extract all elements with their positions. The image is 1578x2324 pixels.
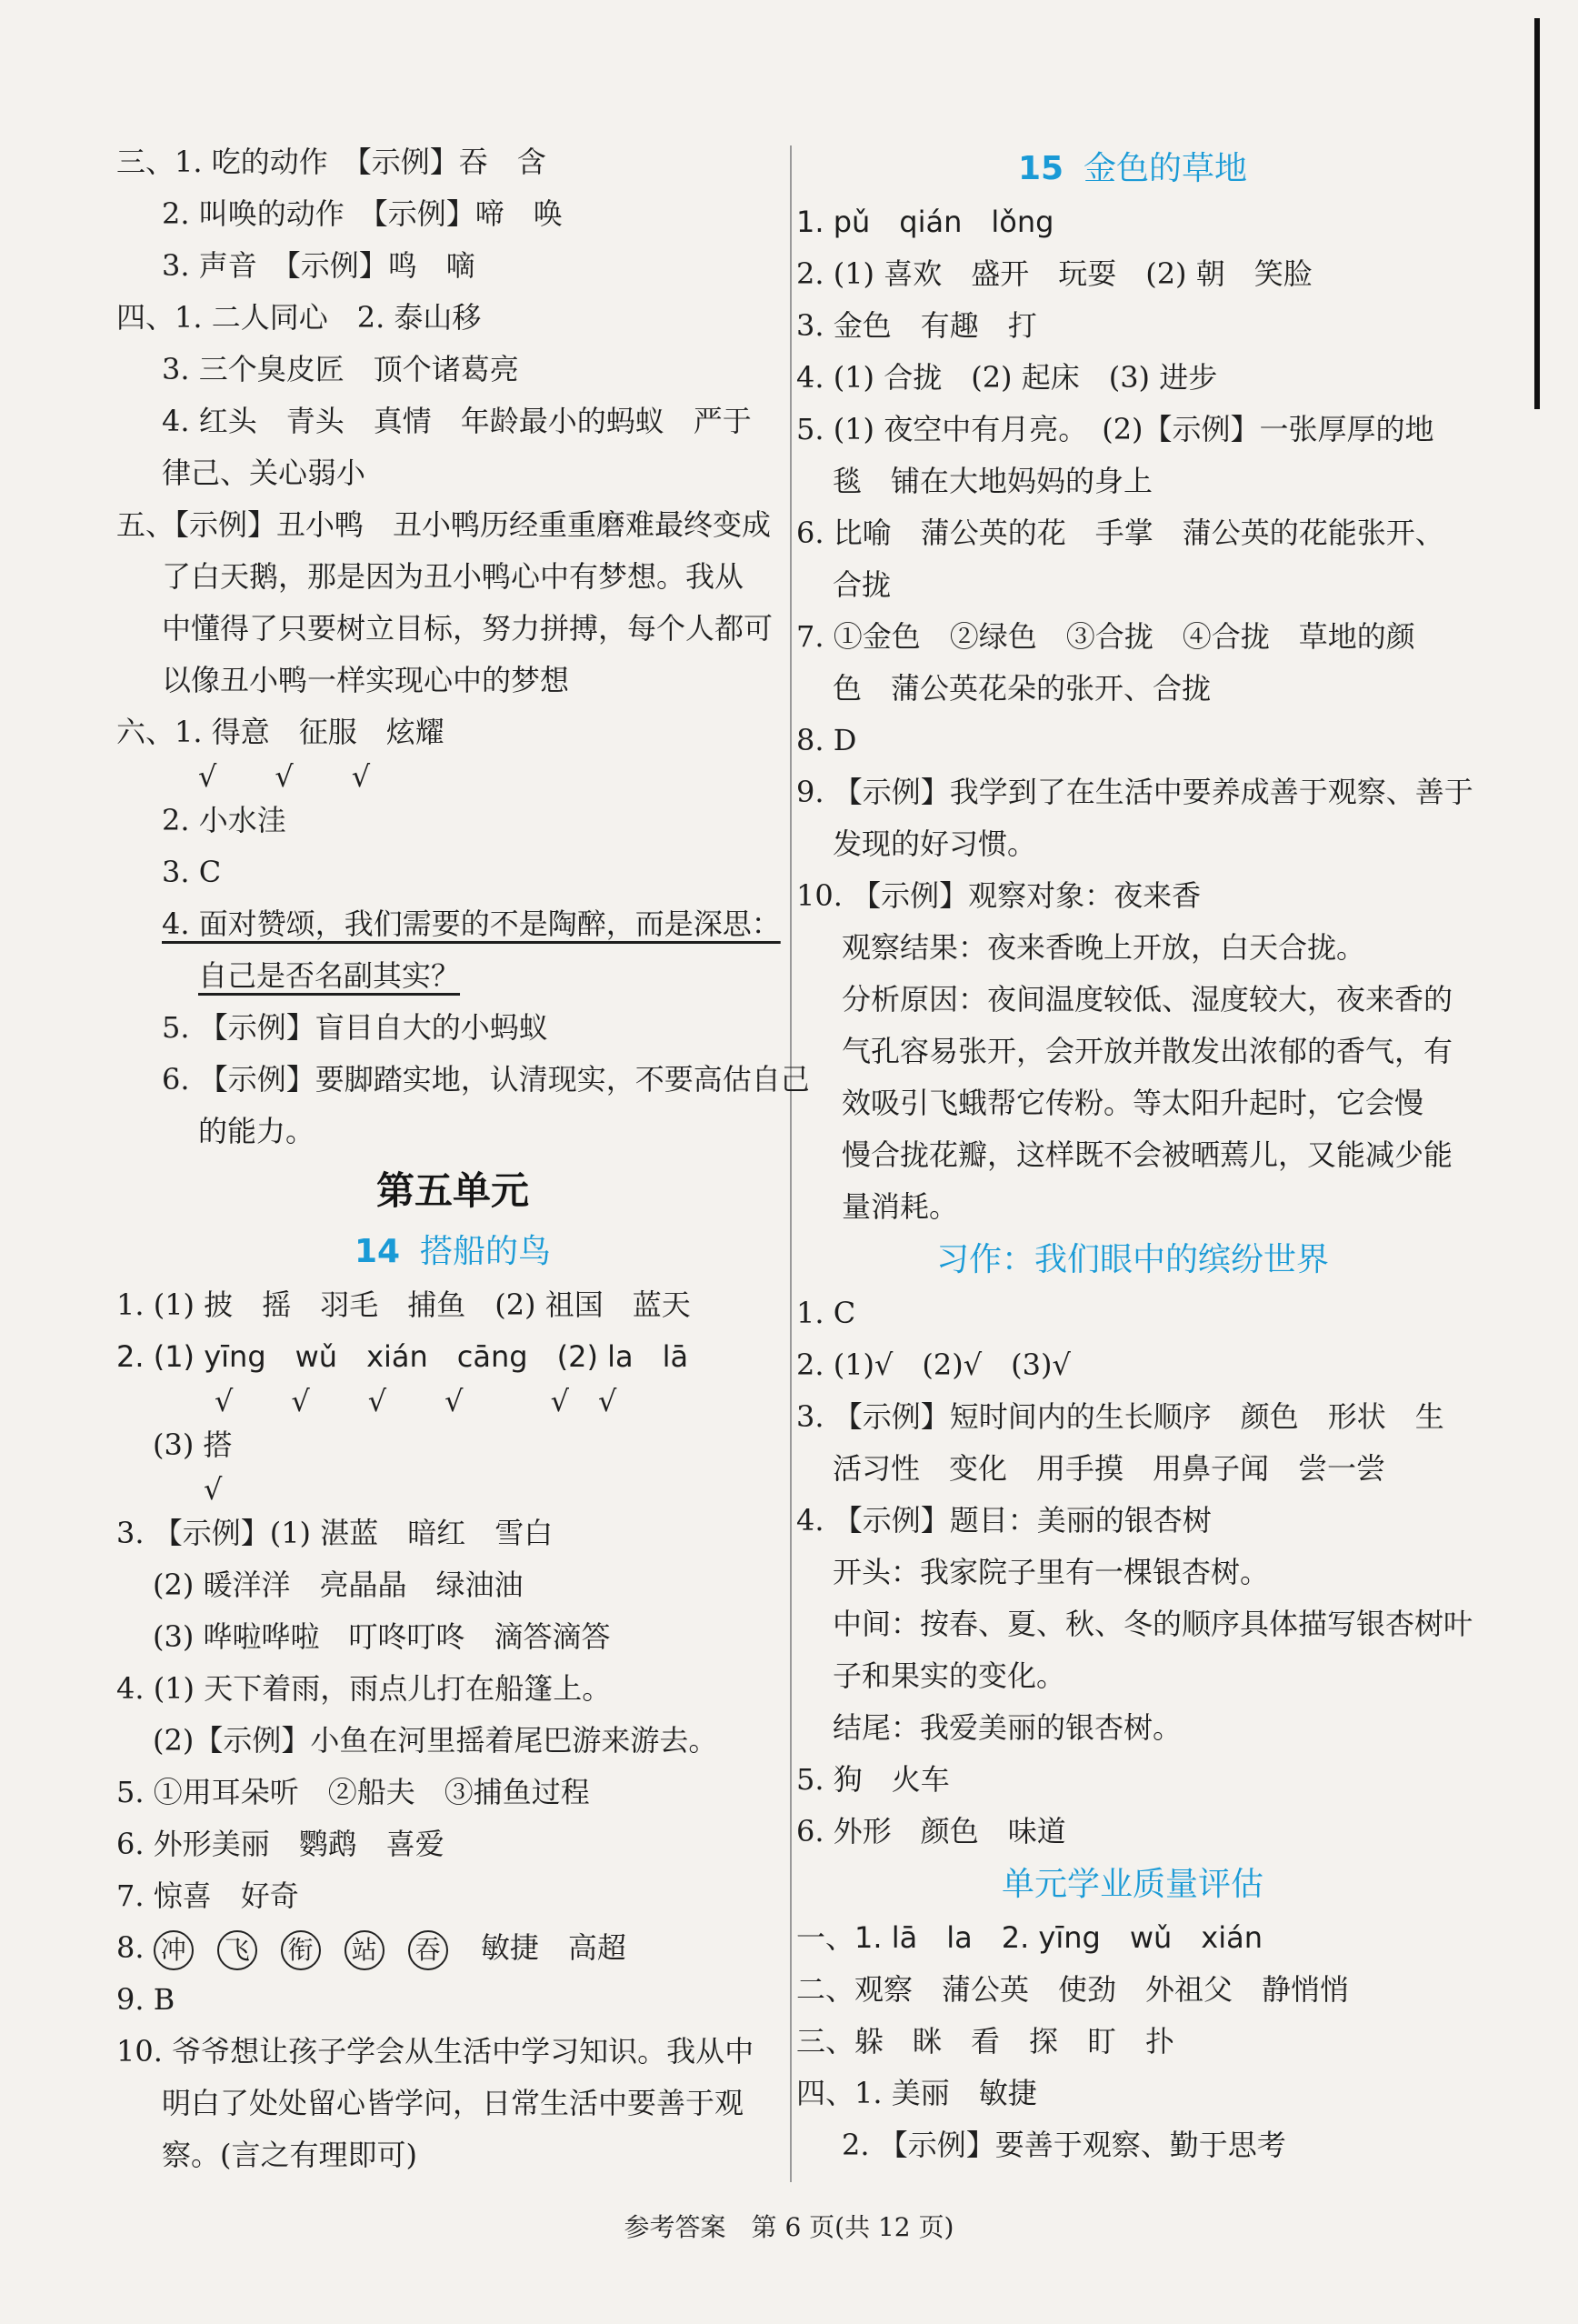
answer-line: 发现的好习惯。 <box>833 826 1037 861</box>
answer-line: 3. C <box>162 855 222 889</box>
answer-line-circled <box>116 1922 789 1974</box>
answer-line: 中懂得了只要树立目标，努力拼搏，每个人都可 <box>162 611 774 646</box>
answer-line: 6. 【示例】要脚踏实地，认清现实，不要高估自己 <box>162 1062 810 1097</box>
answer-line-indent <box>116 950 789 1002</box>
answer-line: 结尾：我爱美丽的银杏树。 <box>833 1710 1183 1745</box>
answer-line: 10. 爷爷想让孩子学会从生活中学习知识。我从中 <box>116 2034 754 2069</box>
answer-line: 慢合拢花瓣，这样既不会被晒蔫儿，又能减少能 <box>842 1137 1453 1172</box>
answer-line: 9. B <box>116 1982 175 2017</box>
answer-line: 1. C <box>796 1296 856 1330</box>
answer-line: 5. 狗 火车 <box>796 1762 950 1797</box>
answer-line: 1. pǔ qián lǒng <box>796 205 1054 239</box>
answer-line: 4. 面对赞颂，我们需要的不是陶醉，而是深思： <box>162 907 781 941</box>
answer-line: 合拢 <box>833 567 892 602</box>
answer-line: 色 蒲公英花朵的张开、合拢 <box>833 671 1212 706</box>
column-divider <box>790 145 792 2182</box>
answer-line: 活习性 变化 用手摸 用鼻子闻 尝一尝 <box>833 1451 1386 1486</box>
answer-line: (3) 哗啦哗啦 叮咚叮咚 滴答滴答 <box>153 1619 611 1654</box>
page-edge-mark <box>1534 18 1540 409</box>
answer-line: 2. 【示例】要善于观察、勤于思考 <box>842 2128 1286 2162</box>
answer-line: 2. (1)√ (2)√ (3)√ <box>796 1347 1071 1382</box>
answer-line: 气孔容易张开，会开放并散发出浓郁的香气，有 <box>842 1034 1453 1068</box>
answer-line: 3. 三个臭皮匠 顶个诸葛亮 <box>162 352 519 386</box>
check-marks: √ √ √ √ √ √ <box>215 1384 617 1418</box>
answer-line: 7. ①金色 ②绿色 ③合拢 ④合拢 草地的颜 <box>796 619 1415 654</box>
answer-line: 的能力。 <box>198 1114 315 1148</box>
answer-line: 2. 叫唤的动作 【示例】啼 唤 <box>162 196 563 231</box>
answer-line: 4. (1) 合拢 (2) 起床 (3) 进步 <box>796 360 1218 395</box>
answer-line: 三、1. 吃的动作 【示例】吞 含 <box>116 145 546 179</box>
answer-line: 6. 比喻 蒲公英的花 手掌 蒲公英的花能张开、 <box>796 516 1444 550</box>
answer-line: 4. (1) 天下着雨，雨点儿打在船篷上。 <box>116 1671 612 1706</box>
lesson-14-title <box>116 1225 789 1279</box>
answer-line: 9. 【示例】我学到了在生活中要养成善于观察、善于 <box>796 775 1473 809</box>
answer-line: 7. 惊喜 好奇 <box>116 1878 299 1913</box>
answer-line: 子和果实的变化。 <box>833 1658 1066 1693</box>
answer-line: 开头：我家院子里有一棵银杏树。 <box>833 1555 1270 1589</box>
answer-line: (3) 搭 <box>153 1427 233 1462</box>
answer-line: 2. (1) yīng wǔ xián cāng (2) la lā <box>116 1339 689 1374</box>
circled-char: 冲 <box>154 1930 194 1970</box>
answer-line: 明白了处处留心皆学问，日常生活中要善于观 <box>162 2086 744 2120</box>
answer-line: 律己、关心弱小 <box>162 456 366 490</box>
circled-char: 吞 <box>408 1930 448 1970</box>
answer-line: 五、【示例】丑小鸭 丑小鸭历经重重磨难最终变成 <box>116 507 772 542</box>
circled-char: 衔 <box>281 1930 321 1970</box>
lesson-name: 搭船的鸟 <box>420 1233 552 1270</box>
answer-line: 分析原因：夜间温度较低、湿度较大，夜来香的 <box>842 982 1453 1017</box>
answer-line: 6. 外形 颜色 味道 <box>796 1814 1066 1848</box>
item-rest: 敏捷 高超 <box>480 1930 626 1965</box>
answer-line: 4. 【示例】题目：美丽的银杏树 <box>796 1503 1212 1538</box>
circled-char: 站 <box>345 1930 385 1970</box>
answer-line: 效吸引飞蛾帮它传粉。等太阳升起时，它会慢 <box>842 1086 1424 1120</box>
answer-line: 2. 小水洼 <box>162 803 286 837</box>
answer-line: 8. D <box>796 723 857 757</box>
answer-line: 量消耗。 <box>842 1189 959 1224</box>
answer-line: 4. 红头 青头 真情 年龄最小的蚂蚁 严于 <box>162 404 752 438</box>
answer-line: 10. 【示例】观察对象：夜来香 <box>796 878 1202 913</box>
left-column <box>116 136 810 2181</box>
answer-line: 二、观察 蒲公英 使劲 外祖父 静悄悄 <box>796 1972 1350 2007</box>
answer-line: 3. 【示例】(1) 湛蓝 暗红 雪白 <box>116 1516 554 1550</box>
answer-line: 一、1. lā la 2. yīng wǔ xián <box>796 1920 1263 1955</box>
check-marks: √ √ √ <box>198 759 371 794</box>
unit-title: 第五单元 <box>375 1168 529 1213</box>
answer-line: 2. (1) 喜欢 盛开 玩耍 (2) 朝 笑脸 <box>796 256 1313 291</box>
answer-line: 以像丑小鸭一样实现心中的梦想 <box>162 663 570 697</box>
underlined-text: 自己是否名副其实？ <box>198 958 461 993</box>
lesson-number: 14 <box>354 1233 401 1270</box>
answer-line: 5. (1) 夜空中有月亮。 (2)【示例】一张厚厚的地 <box>796 412 1434 446</box>
answer-line: 观察结果：夜来香晚上开放，白天合拢。 <box>842 930 1366 965</box>
answer-line: 6. 外形美丽 鹦鹉 喜爱 <box>116 1827 444 1861</box>
lesson-number: 15 <box>1017 150 1064 187</box>
answer-line: 三、躲 眯 看 探 盯 扑 <box>796 2024 1175 2059</box>
answer-line: 中间：按春、夏、秋、冬的顺序具体描写银杏树叶 <box>833 1607 1473 1641</box>
answer-line: (2) 暖洋洋 亮晶晶 绿油油 <box>153 1568 524 1602</box>
right-column <box>796 142 1473 2171</box>
lesson-name: 金色的草地 <box>1084 150 1248 187</box>
circled-char: 飞 <box>217 1930 257 1970</box>
check-marks: √ <box>204 1472 223 1507</box>
answer-line: (2)【示例】小鱼在河里摇着尾巴游来游去。 <box>153 1723 718 1758</box>
lesson-15-title <box>796 142 1469 196</box>
answer-line: 毯 铺在大地妈妈的身上 <box>833 464 1154 498</box>
answer-line: 四、1. 二人同心 2. 泰山移 <box>116 300 482 335</box>
answer-line: 3. 金色 有趣 打 <box>796 308 1037 343</box>
answer-line: 了白天鹅，那是因为丑小鸭心中有梦想。我从 <box>162 559 744 594</box>
answer-line: 六、1. 得意 征服 炫耀 <box>116 715 444 749</box>
answer-line: 5. 【示例】盲目自大的小蚂蚁 <box>162 1010 548 1045</box>
item-number: 8. <box>116 1930 145 1965</box>
page-footer: 参考答案 第 6 页(共 12 页) <box>624 2212 954 2242</box>
answer-line: 3. 【示例】短时间内的生长顺序 颜色 形状 生 <box>796 1399 1444 1434</box>
answer-line: 1. (1) 披 摇 羽毛 捕鱼 (2) 祖国 蓝天 <box>116 1287 691 1322</box>
answer-line: 察。(言之有理即可) <box>162 2138 417 2172</box>
evaluation-title: 单元学业质量评估 <box>1001 1866 1263 1903</box>
answer-line: 5. ①用耳朵听 ②船夫 ③捕鱼过程 <box>116 1775 590 1809</box>
answer-line: 四、1. 美丽 敏捷 <box>796 2076 1037 2110</box>
writing-title: 习作：我们眼中的缤纷世界 <box>935 1241 1329 1278</box>
answer-line: 3. 声音 【示例】鸣 嘀 <box>162 248 475 283</box>
